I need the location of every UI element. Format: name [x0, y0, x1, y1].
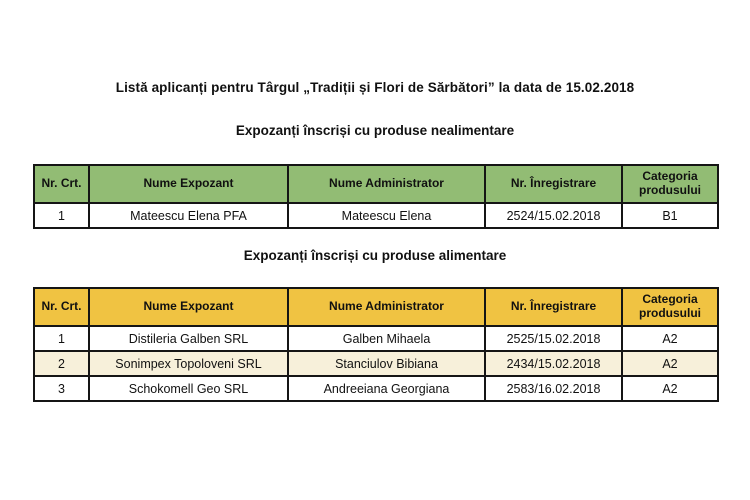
table-cell: 3: [34, 376, 89, 401]
table-cell: A2: [622, 351, 718, 376]
table-row: [34, 326, 718, 351]
table-cell: 2: [34, 351, 89, 376]
table-cell: Andreeiana Georgiana: [288, 376, 485, 401]
table-cell: Galben Mihaela: [288, 326, 485, 351]
table-cell: Sonimpex Topoloveni SRL: [89, 351, 288, 376]
table-cell: Mateescu Elena PFA: [89, 203, 288, 228]
table-cell: Schokomell Geo SRL: [89, 376, 288, 401]
column-header-categoria: Categoria produsului: [622, 165, 718, 203]
column-header-nume-administrator: Nume Administrator: [288, 165, 485, 203]
table-cell: 2583/16.02.2018: [485, 376, 622, 401]
column-header-nume-expozant: Nume Expozant: [89, 165, 288, 203]
table-cell: A2: [622, 326, 718, 351]
table-cell: A2: [622, 376, 718, 401]
table-row: [34, 203, 718, 228]
column-header-categoria: Categoria produsului: [622, 288, 718, 326]
column-header-nr-inregistrare: Nr. Înregistrare: [485, 288, 622, 326]
column-header-nr-inregistrare: Nr. Înregistrare: [485, 165, 622, 203]
table-cell: 1: [34, 326, 89, 351]
column-header-nume-expozant: Nume Expozant: [89, 288, 288, 326]
column-header-nr-crt: Nr. Crt.: [34, 288, 89, 326]
table-cell: 2524/15.02.2018: [485, 203, 622, 228]
table-cell: Distileria Galben SRL: [89, 326, 288, 351]
table-cell: Mateescu Elena: [288, 203, 485, 228]
column-header-nume-administrator: Nume Administrator: [288, 288, 485, 326]
table-cell: Stanciulov Bibiana: [288, 351, 485, 376]
section-nonfood-subtitle: Expozanți înscriși cu produse nealimentare: [235, 123, 515, 138]
table-header-row: [34, 165, 718, 203]
table-cell: 2434/15.02.2018: [485, 351, 622, 376]
column-header-nr-crt: Nr. Crt.: [34, 165, 89, 203]
table-row-highlighted: [34, 351, 718, 376]
table-row: [34, 376, 718, 401]
section-food-subtitle: Expozanți înscriși cu produse alimentare: [243, 248, 507, 263]
nonfood-exhibitors-table: [33, 164, 719, 229]
table-cell: 2525/15.02.2018: [485, 326, 622, 351]
document-title: Listă aplicanți pentru Târgul „Tradiții și Flori de Sărbători” la data de 15.02.2018: [115, 80, 635, 95]
table-header-row: [34, 288, 718, 326]
table-cell: 1: [34, 203, 89, 228]
food-exhibitors-table: [33, 287, 719, 402]
table-cell: B1: [622, 203, 718, 228]
